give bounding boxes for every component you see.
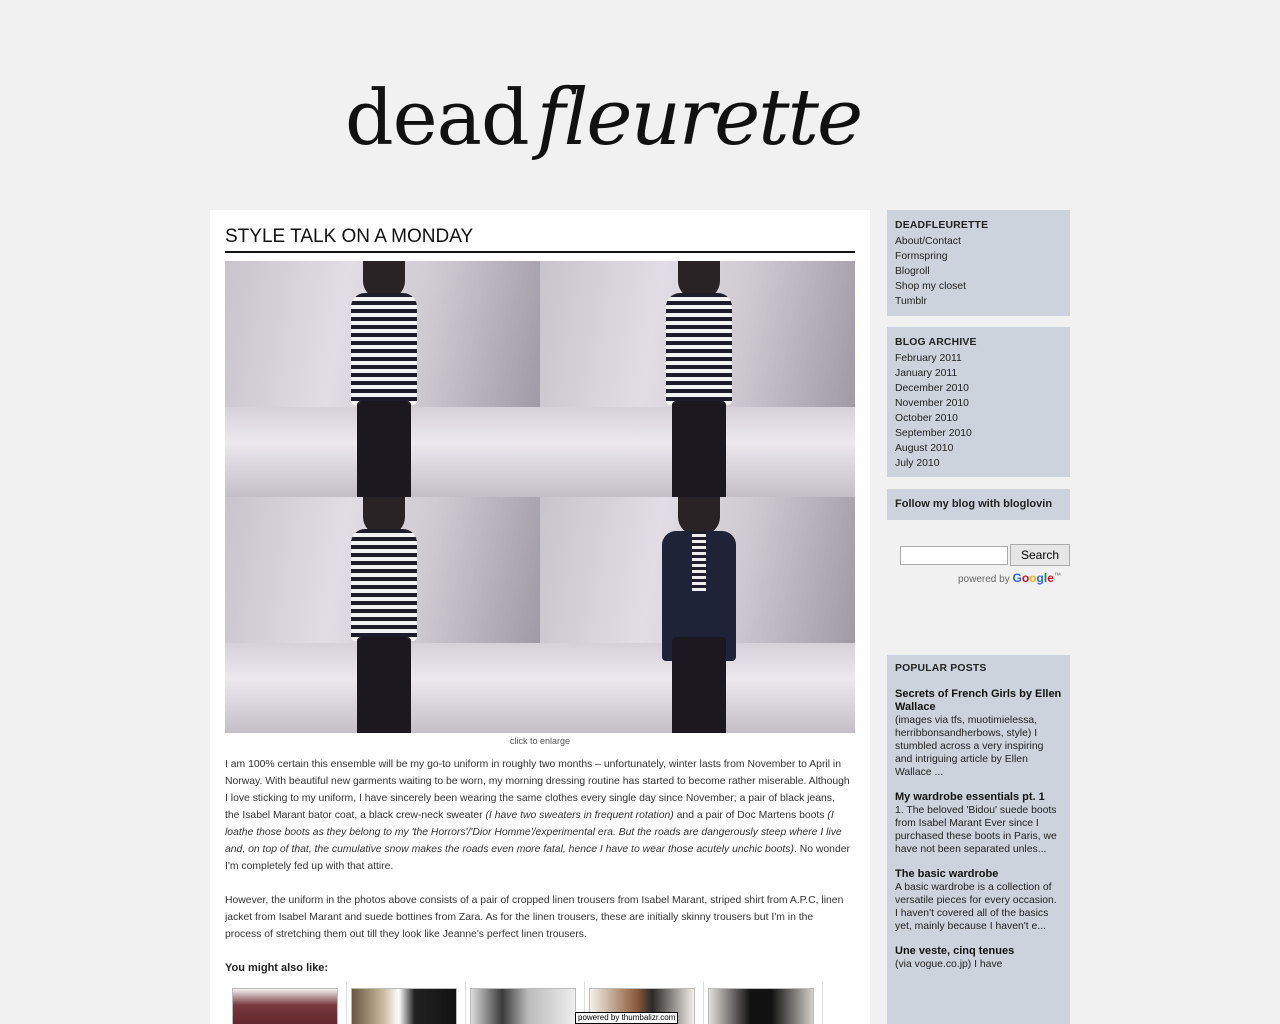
archive-link-jul-2010[interactable]: July 2010 [895,458,940,469]
sidebar-link-formspring[interactable]: Formspring [895,251,948,262]
popular-post-snippet: A basic wardrobe is a collection of versatile pieces for every occasion. I haven't covered all of the basics yet, mainly because I haven't e... [895,882,1057,932]
sidebar-link-about[interactable]: About/Contact [895,236,961,247]
blog-logo[interactable] [345,62,861,174]
popular-post-snippet: 1. The beloved 'Bidou' suede boots from Isabel Marant Ever since I purchased these boots in Paris, we have not been separated unles... [895,805,1057,855]
popular-post-title[interactable]: My wardrobe essentials pt. 1 [895,791,1045,803]
post-title[interactable]: STYLE TALK ON A MONDAY [225,225,855,253]
dark-trousers [672,401,726,497]
dark-trousers [357,637,411,733]
powered-by-thumbalizr[interactable]: powered by thumbalizr.com [575,1012,678,1024]
related-posts-thumbnails [228,982,848,1024]
google-letter: o [1021,571,1030,585]
sidebar-link-tumblr[interactable]: Tumblr [895,296,927,307]
google-letter: G [1012,571,1022,585]
trademark: ™ [1053,572,1061,580]
popular-post [895,868,1062,933]
popular-post [895,945,1062,971]
post-paragraph-1 [225,756,850,875]
popular-post [895,688,1062,779]
striped-shirt [666,293,732,405]
p1-text-b: (I have two sweaters in frequent rotation) [485,810,674,821]
logo-word-fleurette: fleurette [536,73,862,163]
search-input[interactable] [900,546,1008,565]
popular-posts-box [887,655,1070,1024]
related-thumb-image [351,988,457,1024]
archive-link-sep-2010[interactable]: September 2010 [895,428,972,439]
related-thumb-5[interactable] [704,982,823,1024]
post-body [225,756,850,960]
outfit-photo-3[interactable] [225,497,540,733]
google-logo [1012,571,1053,585]
photo-figure [648,261,748,497]
sidebar-box1-title: DEADFLEURETTE [895,220,989,231]
popular-posts-title: POPULAR POSTS [895,663,987,674]
related-thumb-image [470,988,576,1024]
google-letter: o [1029,571,1037,585]
popular-post-title[interactable]: The basic wardrobe [895,868,999,880]
google-letter: e [1047,571,1054,585]
sidebar-link-shop[interactable]: Shop my closet [895,281,967,292]
p1-text-e: . No wonder I'm completely fed up with that attire. [225,844,850,872]
related-thumb-1[interactable] [228,982,347,1024]
popular-post-snippet: (images via tfs, muotimielessa, herribbonsandherbows, style) I stumbled across a very inspiring and intriguing article by Ellen Wallace ... [895,715,1044,778]
post-container [210,210,870,1024]
search-button[interactable]: Search [1010,544,1070,566]
archive-link-oct-2010[interactable]: October 2010 [895,413,958,424]
related-thumb-image [708,988,814,1024]
outfit-photo-1[interactable] [225,261,540,497]
archive-link-jan-2011[interactable]: January 2011 [895,368,958,379]
p1-text-a: I am 100% certain this ensemble will be my go-to uniform in roughly two months – unfortunately, winter lasts from November to April in Norway. With beautiful new garments waiting to be worn, my morning dressing routine has started to become rather miserable. Although I love sticking to my uniform, I have sincerely been wearing the same clothes every single day since November; a pair of black jeans, the Isabel Marant bator coat, a black crew-neck sweater [225,759,850,821]
striped-shirt [351,529,417,641]
popular-post [895,791,1062,856]
photo-figure [648,497,748,733]
sidebar-link-blogroll[interactable]: Blogroll [895,266,930,277]
popular-post-snippet: (via vogue.co.jp) I have [895,959,1003,970]
photo-caption[interactable]: click to enlarge [509,736,571,746]
p1-text-d: (I loathe those boots as they belong to my 'the Horrors'/'Dior Homme'/experimental era. But the roads are dangerously steep where I live and, on top of that, the cumulative snow makes the roads even more fatal, hence I have to wear those acutely unchic boots) [225,810,842,855]
photo-figure [333,261,433,497]
archive-link-feb-2011[interactable]: February 2011 [895,353,962,364]
popular-post-title[interactable]: Secrets of French Girls by Ellen Wallace [895,688,1062,713]
popular-post-title[interactable]: Une veste, cinq tenues [895,945,1015,957]
google-letter: g [1036,571,1044,585]
powered-by-google [958,571,1061,585]
you-might-also-like-heading: You might also like: [225,962,329,974]
photo-grid[interactable] [225,261,855,733]
sidebar-links-box [887,210,1070,316]
related-thumb-2[interactable] [347,982,466,1024]
related-thumb-image [232,988,338,1024]
blog-archive-box [887,327,1070,477]
outfit-photo-4[interactable] [540,497,855,733]
p1-text-c: and a pair of Doc Martens boots [673,810,828,821]
archive-link-aug-2010[interactable]: August 2010 [895,443,954,454]
archive-link-nov-2010[interactable]: November 2010 [895,398,969,409]
outfit-photo-2[interactable] [540,261,855,497]
photo-figure [333,497,433,733]
post-paragraph-2: However, the uniform in the photos above consists of a pair of cropped linen trousers from Isabel Marant, striped shirt from A.P.C, linen jacket from Isabel Marant and suede bottines from Zara. As for the linen trousers, these are initially skinny trousers but I'm in the process of stretching them out till they look like Jeanne's perfect linen trousers. [225,895,844,940]
blog-archive-title: BLOG ARCHIVE [895,337,977,348]
bloglovin-follow-link[interactable]: Follow my blog with bloglovin [887,489,1070,520]
google-letter: l [1043,571,1048,585]
powered-by-text: powered by [958,574,1010,585]
dark-trousers [357,401,411,497]
logo-word-dead: dead [345,73,529,162]
photo-hair [678,497,720,535]
dark-trousers [672,637,726,733]
related-thumb-3[interactable] [466,982,585,1024]
striped-shirt [351,293,417,405]
archive-link-dec-2010[interactable]: December 2010 [895,383,969,394]
